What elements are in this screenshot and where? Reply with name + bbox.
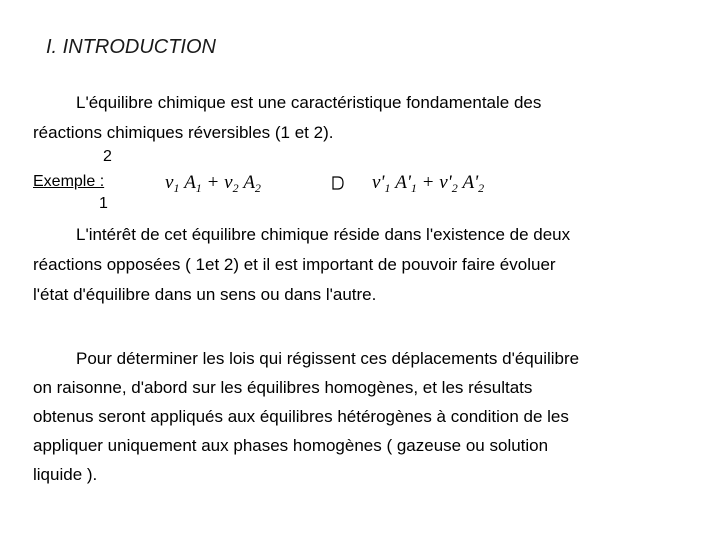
product-2-species-index: 2 [478, 181, 485, 195]
paragraph-1-line-2: réactions chimiques réversibles (1 et 2). [33, 123, 334, 142]
reactant-2-coefficient-index: 2 [232, 181, 239, 195]
paragraph-2-line-2: réactions opposées ( 1et 2) et il est important de pouvoir faire évoluer [33, 255, 556, 274]
reactant-1-coefficient: ν [165, 172, 174, 193]
section-heading: I. INTRODUCTION [46, 36, 216, 58]
backward-reaction-number: 1 [99, 195, 108, 212]
products-plus: + [416, 172, 440, 193]
product-2-coefficient-index: 2 [451, 181, 458, 195]
reactant-2-coefficient: ν [224, 172, 233, 193]
paragraph-2-line-3: l'état d'équilibre dans un sens ou dans l'autre. [33, 285, 377, 304]
example-label: Exemple : [33, 173, 105, 190]
reactants-plus: + [201, 172, 225, 193]
product-2-species: A' [457, 172, 479, 193]
product-2-coefficient: ν' [439, 172, 452, 193]
paragraph-3-line-3: obtenus seront appliqués aux équilibres hétérogènes à condition de les [33, 407, 569, 426]
reactants-expression [165, 172, 261, 196]
paragraph-3-line-1: Pour déterminer les lois qui régissent ces déplacements d'équilibre [76, 349, 580, 368]
reactant-1-species-index: 1 [195, 181, 202, 195]
product-1-species-index: 1 [410, 181, 417, 195]
reactant-1-species: A [179, 172, 196, 193]
paragraph-1-line-1: L'équilibre chimique est une caractéristique fondamentale des [76, 93, 542, 112]
paragraph-3-line-5: liquide ). [33, 465, 98, 484]
paragraph-3-line-2: on raisonne, d'abord sur les équilibres homogènes, et les résultats [33, 378, 533, 397]
reactant-2-species: A [238, 172, 255, 193]
reactant-1-coefficient-index: 1 [173, 181, 180, 195]
equilibrium-arrow-icon [331, 176, 345, 190]
product-1-coefficient-index: 1 [384, 181, 391, 195]
paragraph-2-line-1: L'intérêt de cet équilibre chimique réside dans l'existence de deux [76, 225, 571, 244]
product-1-coefficient: ν' [372, 172, 385, 193]
paragraph-3-line-4: appliquer uniquement aux phases homogènes ( gazeuse ou solution [33, 436, 549, 455]
forward-reaction-number: 2 [103, 148, 112, 165]
product-1-species: A' [390, 172, 411, 193]
reactant-2-species-index: 2 [254, 181, 261, 195]
products-expression [372, 172, 484, 196]
